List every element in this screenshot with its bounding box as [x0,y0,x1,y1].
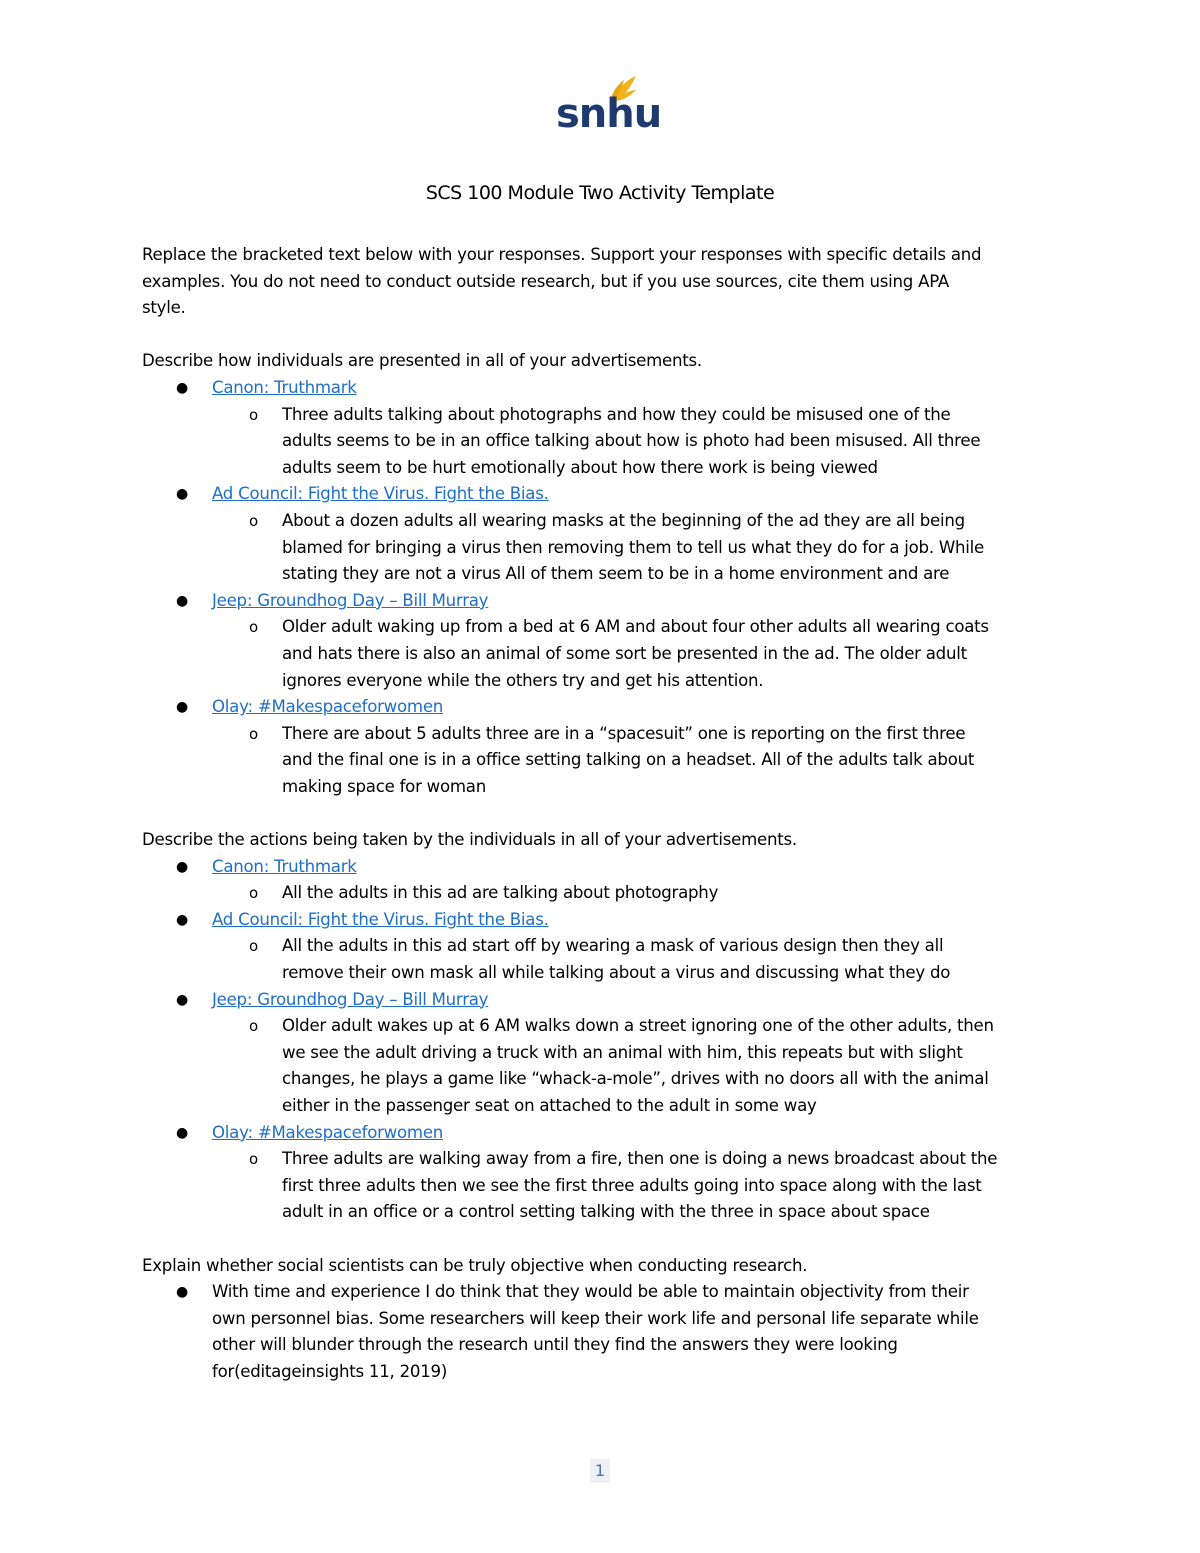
item-text: own personnel bias. Some researchers will keep their work life and personal life separate while [212,1308,979,1328]
section-heading: Describe how individuals are presented in all of your advertisements. [142,351,702,371]
intro-paragraph [142,242,1062,322]
section-actions [142,827,1062,1226]
spacer [142,800,1062,827]
item-text: adults seems to be in an office talking about how is photo had been misused. All three [282,431,981,451]
item-text: we see the adult driving a truck with an animal with him, this repeats but with slight [282,1042,963,1062]
ad-link-canon[interactable]: Canon: Truthmark [212,377,357,397]
intro-line: Replace the bracketed text below with your responses. Support your responses with specific details and [142,245,982,264]
circle-bullet-icon: o [249,937,258,956]
ad-link-canon[interactable]: Canon: Truthmark [212,856,357,876]
bullet-icon: ● [176,1124,188,1141]
item-text: There are about 5 adults three are in a “spacesuit” one is reporting on the first three [282,723,966,743]
bullet-icon: ● [176,1284,188,1301]
circle-bullet-icon: o [249,1150,258,1169]
bullet-icon: ● [176,699,188,716]
item-text: With time and experience I do think that they would be able to maintain objectivity from their [212,1282,969,1302]
bullet-icon: ● [176,379,188,396]
list-item [142,987,1062,1014]
page-title: SCS 100 Module Two Activity Template [425,182,775,204]
snhu-logo [552,70,662,140]
section-objectivity [142,1253,1062,1386]
section-presentation [142,348,1062,800]
ad-link-olay[interactable]: Olay: #Makespaceforwomen [212,697,444,717]
sub-list-item [142,508,1062,588]
sub-list-item [142,614,1062,694]
ad-link-olay[interactable]: Olay: #Makespaceforwomen [212,1122,444,1142]
circle-bullet-icon: o [249,884,258,903]
circle-bullet-icon: o [249,511,258,530]
item-text: adult in an office or a control setting talking with the three in space about space [282,1202,930,1222]
circle-bullet-icon: o [249,405,258,424]
section-heading: Explain whether social scientists can be truly objective when conducting research. [142,1255,808,1275]
sub-list-item [142,880,1062,907]
sub-list-item [142,402,1062,482]
list-item [142,481,1062,508]
item-text: other will blunder through the research until they find the answers they were looking [212,1335,898,1355]
list-item [142,1279,1062,1385]
sub-list-item [142,1013,1062,1119]
item-text: Older adult waking up from a bed at 6 AM and about four other adults all wearing coats [282,617,989,637]
item-text: and the final one is in a office setting talking on a headset. All of the adults talk about [282,750,975,770]
bullet-icon: ● [176,911,188,928]
sub-list-item [142,933,1062,986]
item-text: making space for woman [282,776,486,796]
item-text: blamed for bringing a virus then removing them to tell us what they do for a job. While [282,537,984,557]
item-text: ignores everyone while the others try and get his attention. [282,670,764,690]
spacer [142,322,1062,349]
list-item [142,854,1062,881]
list-item [142,588,1062,615]
ad-link-jeep[interactable]: Jeep: Groundhog Day – Bill Murray [212,989,489,1009]
item-text: remove their own mask all while talking about a virus and discussing what they do [282,963,951,983]
item-text: Three adults talking about photographs and how they could be misused one of the [282,404,951,424]
intro-line: examples. You do not need to conduct outside research, but if you use sources, cite them using APA [142,271,950,291]
list-item [142,1120,1062,1147]
circle-bullet-icon: o [249,618,258,637]
list-item [142,694,1062,721]
spacer [142,1226,1062,1253]
ad-link-jeep[interactable]: Jeep: Groundhog Day – Bill Murray [212,590,489,610]
item-text: changes, he plays a game like “whack-a-mole”, drives with no doors all with the animal [282,1069,989,1089]
bullet-icon: ● [176,592,188,609]
bullet-icon: ● [176,486,188,503]
item-text: Older adult wakes up at 6 AM walks down a street ignoring one of the other adults, then [282,1016,994,1036]
item-text: All the adults in this ad are talking about photography [282,883,719,903]
item-text: All the adults in this ad start off by wearing a mask of various design then they all [282,936,944,956]
item-text: either in the passenger seat on attached to the adult in some way [282,1096,817,1115]
bullet-icon: ● [176,991,188,1008]
document-body [142,242,1062,1386]
logo-wordmark: snhu [556,91,662,137]
item-text: first three adults then we see the first three adults going into space along with the last [282,1175,982,1195]
page-number: 1 [590,1459,610,1483]
item-text: adults seem to be hurt emotionally about how there work is being viewed [282,457,878,477]
sub-list-item [142,1146,1062,1226]
sub-list-item [142,721,1062,801]
item-text: Three adults are walking away from a fire, then one is doing a news broadcast about the [282,1149,998,1169]
item-text: for(editageinsights 11, 2019) [212,1361,448,1381]
ad-link-ad-council[interactable]: Ad Council: Fight the Virus. Fight the Bias. [212,909,549,929]
section-heading: Describe the actions being taken by the individuals in all of your advertisements. [142,830,797,850]
ad-link-ad-council[interactable]: Ad Council: Fight the Virus. Fight the Bias. [212,484,549,504]
item-text: stating they are not a virus All of them seem to be in a home environment and are [282,564,950,584]
item-text: About a dozen adults all wearing masks at the beginning of the ad they are all being [282,510,965,530]
circle-bullet-icon: o [249,724,258,743]
item-text: and hats there is also an animal of some sort be presented in the ad. The older adult [282,643,967,663]
list-item [142,375,1062,402]
circle-bullet-icon: o [249,1017,258,1036]
intro-line: style. [142,298,186,318]
bullet-icon: ● [176,858,188,875]
list-item [142,907,1062,934]
